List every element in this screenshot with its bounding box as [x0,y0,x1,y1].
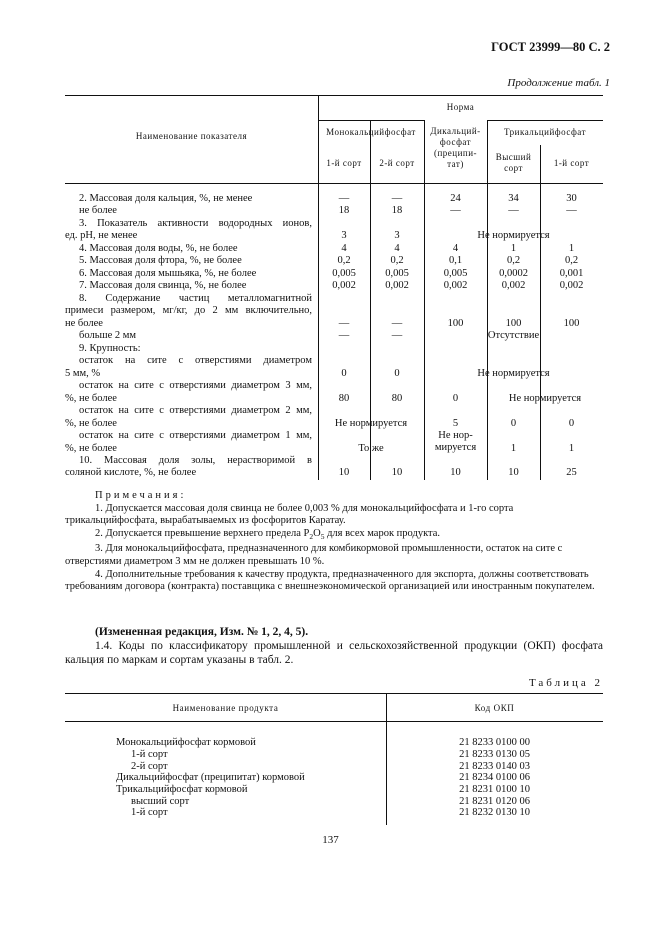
row-label: остаток на сите с отверстиями диаметром 2 мм, [79,405,312,416]
table-cell: 80 [391,393,403,404]
row-label: 8. Содержание частиц металломагнитной [79,293,312,304]
table-cell: 100 [563,318,580,329]
col-mono-grade1: 1-й сорт [326,158,362,168]
table-cell: — [450,205,461,216]
row-label: ед. pH, не менее [65,230,138,241]
col-mono-header: Монокальцийфосфат [326,127,416,137]
table-cell: 1 [568,243,575,254]
okp-code: 21 8231 0100 10 [459,784,530,795]
table-cell-span: Не нормируется [477,230,550,241]
note2-text: для всех марок продукта. [324,527,441,539]
table-cell: — [391,330,403,341]
table2-caption: Таблица 2 [528,677,603,689]
row-label: %, не более [65,418,117,429]
trical-high-line: Высший [495,152,532,162]
product-name: Трикальцийфосфат кормовой [116,784,248,795]
col-product-header: Наименование продукта [172,703,279,713]
table-cell: 5 [452,418,459,429]
table-cell-span: Не нормируется [508,393,582,404]
table-cell: 100 [447,318,464,329]
table-cell: 0,005 [332,268,356,279]
row-label: %, не более [65,393,117,404]
table-cell: 100 [505,318,522,329]
table-cell: 0,2 [390,255,404,266]
table-cell: 24 [450,193,461,204]
table-cell: 0,002 [559,280,584,291]
table1-top-rule [65,95,603,96]
table-cell: 0,002 [332,280,356,291]
table-cell: 4 [394,243,400,254]
dical-header-line: (преципи- [433,148,478,158]
row-label: 9. Крупность: [79,343,141,354]
table-cell: 0 [568,418,575,429]
table-cell: 0,002 [385,280,409,291]
table-cell: 10 [391,467,403,478]
row-label: 10. Массовая доля золы, нерастворимой в [79,455,312,466]
table-cell-span: Отсутствие [487,330,540,341]
note-item: 4. Дополнительные требования к качеству продукта, предназначенного для экспорта, должны соответствовать требованиям договора (контракта) поставщика с внешнеэкономической организацией или иностранным покупателем. [65,568,595,593]
row-label: остаток на сите с отверстиями диаметром 1 мм, [79,430,312,441]
page-header: ГОСТ 23999—80 С. 2 [491,40,610,54]
table-cell: — [338,318,350,329]
note-item: 3. Для монокальцийфосфата, предназначенного для комбикормовой промышленности, остаток на сите с отверстиями диаметром 3 мм не должен превышать 10 %. [65,543,563,568]
table-cell: — [391,193,403,204]
table-cell: — [338,330,350,341]
product-name: 2-й сорт [131,761,168,772]
row-label: не более [65,318,103,329]
okp-code: 21 8233 0130 05 [459,749,530,760]
row-label: остаток на сите с отверстиями диаметром 3 мм, [79,380,312,391]
table-cell: — [508,205,519,216]
row-label: 7. Массовая доля свинца, %, не более [79,280,247,291]
table-cell: — [338,193,350,204]
table-cell: 10 [450,467,461,478]
table-cell: 0,005 [443,268,468,279]
okp-code: 21 8232 0130 10 [459,807,530,818]
cell-line: мируется [434,442,477,453]
product-name: 1-й сорт [131,807,168,818]
table-cell: 0,2 [506,255,521,266]
table-cell: 4 [341,243,347,254]
note2-text: 2. Допускается превышение верхнего предела P [95,527,310,539]
table-cell: 0 [341,368,347,379]
table-cell [424,430,487,454]
table-cell: 0,001 [559,268,584,279]
col-code-header: Код ОКП [474,703,515,713]
row-label: не более [79,205,117,216]
col-indicator-header: Наименование показателя [135,131,248,141]
table-cell: 18 [338,205,350,216]
table-cell: 30 [566,193,577,204]
table-cell: 18 [391,205,403,216]
table-cell: — [391,318,403,329]
table1-header-rule [65,183,603,184]
table2-header-rule [65,721,603,722]
table-cell: 0,1 [448,255,463,266]
table-cell: 0 [452,393,459,404]
row-label: 3. Показатель активности водородных ионов, [79,218,312,229]
table-cell: 1 [568,443,575,454]
table-cell: 80 [338,393,350,404]
col-trical-grade1: 1-й сорт [553,158,590,168]
okp-code: 21 8233 0100 00 [459,737,530,748]
row-label: остаток на сите с отверстиями диаметром [79,355,312,366]
table1-mono-rule [318,120,424,121]
product-name: Монокальцийфосфат кормовой [116,737,256,748]
notes-block [65,490,603,594]
row-label: соляной кислоте, %, не более [65,467,197,478]
row-label: %, не более [65,443,117,454]
okp-code: 21 8231 0120 06 [459,796,530,807]
note2-sub: 2 [309,531,314,541]
notes-title: Примечания: [95,490,187,501]
dical-header-line: Дикальций- [430,126,481,136]
col-mono-grade2: 2-й сорт [379,158,415,168]
table-cell-span: Не нормируется [334,418,408,429]
table-cell: 0,005 [385,268,409,279]
note-item [65,528,603,544]
table-cell: 10 [508,467,519,478]
row-label: 5. Массовая доля фтора, %, не более [79,255,242,266]
okp-code: 21 8234 0100 06 [459,772,530,783]
col-trical-high [487,152,540,174]
cell-line: Не нор- [438,430,473,441]
page-number: 137 [322,834,339,846]
table-cell: 0 [394,368,400,379]
row-label: примеси размером, мг/кг, до 2 мм включительно, [65,305,312,316]
table-cell: 0,002 [501,280,526,291]
col-dical-header [424,126,487,170]
dical-header-line: фосфат [439,137,472,147]
note-item: 1. Допускается массовая доля свинца не более 0,003 % для монокальцийфосфата и 1-го сорта трикальцийфосфата, вырабатываемых из фосфоритов Каратау. [65,502,514,527]
table-cell: 34 [508,193,519,204]
okp-code: 21 8233 0140 03 [459,761,530,772]
table-cell: 10 [338,467,350,478]
table-cell: 4 [452,243,459,254]
table-cell: 1 [510,243,517,254]
product-name: высший сорт [131,796,190,807]
product-name: Дикальцийфосфат (преципитат) кормовой [116,772,305,783]
table-cell-span: То же [358,443,384,454]
note2-sub: 5 [320,531,325,541]
product-name: 1-й сорт [131,749,168,760]
col-trical-header: Трикальцийфосфат [503,127,586,137]
row-label: 6. Массовая доля мышьяка, %, не более [79,268,257,279]
table-cell: 0,2 [337,255,351,266]
trical-high-line: сорт [504,163,523,173]
table-cell: 1 [510,443,517,454]
paragraph-1-4: 1.4. Коды по классификатору промышленной и сельскохозяйственной продукции (ОКП) фосфата кальция по маркам и сортам указаны в табл. 2. [65,640,603,666]
table1-trical-rule [487,120,603,121]
table-cell: 25 [566,467,577,478]
table-cell: 3 [341,230,347,241]
dical-header-line: тат) [447,159,464,169]
row-label: 5 мм, % [65,368,101,379]
row-label: 2. Массовая доля кальция, %, не менее [79,193,253,204]
col-norm-header: Норма [446,102,475,112]
table-continuation-label: Продолжение табл. 1 [507,77,610,89]
row-label: больше 2 мм [79,330,137,341]
table-cell: — [566,205,577,216]
table-cell: 0 [510,418,517,429]
revision-note: (Измененная редакция, Изм. № 1, 2, 4, 5). [95,626,309,638]
table-cell: 0,2 [564,255,579,266]
table-cell: 3 [394,230,400,241]
table2-top-rule [65,693,603,694]
table-cell: 0,0002 [499,268,528,279]
table-cell: 0,002 [443,280,468,291]
note2-text: O [313,527,321,539]
table-cell-span: Не нормируется [477,368,550,379]
row-label: 4. Массовая доля воды, %, не более [79,243,238,254]
